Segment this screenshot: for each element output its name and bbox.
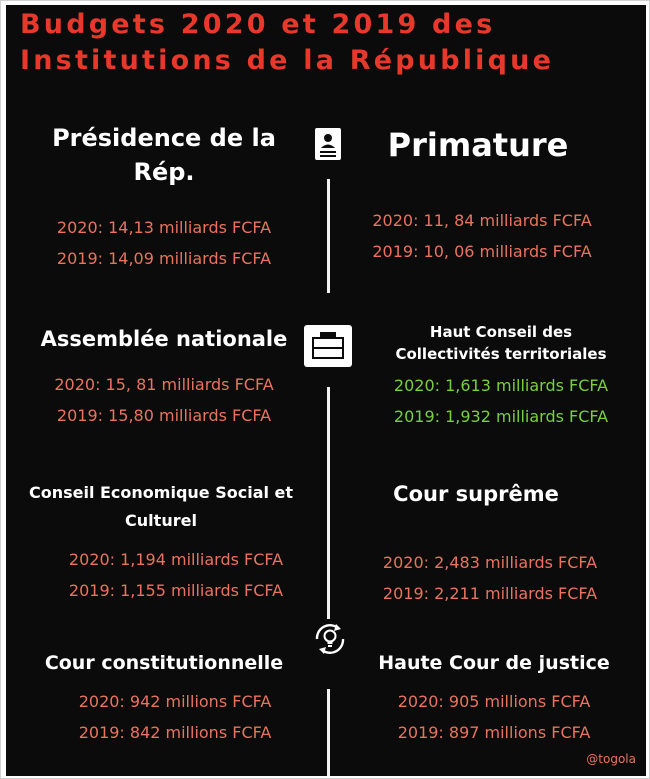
infographic	[6, 5, 646, 776]
cour-constitutionnelle-2020-budget: 2020: 942 millions FCFA	[78, 692, 272, 711]
heading-assemblee-nationale: Assemblée nationale	[40, 327, 288, 351]
heading-haute-cour: Haute Cour de justice	[378, 652, 610, 674]
conseil-economique-2019-budget: 2019: 1,155 milliards FCFA	[68, 581, 284, 600]
conseil-economique-2020-budget: 2020: 1,194 milliards FCFA	[68, 550, 284, 569]
haute-cour-2019-budget: 2019: 897 millions FCFA	[397, 723, 591, 742]
timeline-divider-1	[327, 179, 330, 293]
primature-2020-budget: 2020: 11, 84 milliards FCFA	[372, 211, 592, 230]
heading-presidence	[6, 121, 322, 189]
title-line-2: Institutions de la République	[20, 45, 555, 76]
heading-haut-conseil-line-1: Haut Conseil des	[429, 323, 573, 341]
presidence-2019-budget: 2019: 14,09 milliards FCFA	[56, 249, 272, 268]
heading-presidence-line-2: Rép.	[133, 158, 195, 186]
assemblee-2019-budget: 2019: 15,80 milliards FCFA	[56, 406, 272, 425]
heading-presidence-line-1: Présidence de la	[52, 124, 276, 152]
haut-conseil-2020-budget: 2020: 1,613 milliards FCFA	[393, 376, 609, 395]
cour-supreme-2020-budget: 2020: 2,483 milliards FCFA	[382, 553, 598, 572]
heading-conseil-economique-line-2: Culturel	[125, 511, 197, 530]
heading-primature: Primature	[387, 126, 569, 164]
cour-supreme-2019-budget: 2019: 2,211 milliards FCFA	[382, 584, 598, 603]
heading-haut-conseil	[356, 321, 646, 365]
heading-conseil-economique-line-1: Conseil Economique Social et	[28, 483, 294, 502]
cour-constitutionnelle-2019-budget: 2019: 842 millions FCFA	[78, 723, 272, 742]
heading-cour-constitutionnelle: Cour constitutionnelle	[44, 652, 284, 674]
haute-cour-2020-budget: 2020: 905 millions FCFA	[397, 692, 591, 711]
presidence-2020-budget: 2020: 14,13 milliards FCFA	[56, 218, 272, 237]
title-line-1: Budgets 2020 et 2019 des	[20, 9, 496, 40]
haut-conseil-2019-budget: 2019: 1,932 milliards FCFA	[393, 407, 609, 426]
heading-haut-conseil-line-2: Collectivités territoriales	[395, 345, 607, 363]
heading-cour-supreme: Cour suprême	[393, 482, 559, 506]
primature-2019-budget: 2019: 10, 06 milliards FCFA	[372, 242, 592, 261]
assemblee-2020-budget: 2020: 15, 81 milliards FCFA	[54, 375, 274, 394]
heading-conseil-economique	[6, 479, 322, 535]
watermark: @togola	[586, 752, 636, 766]
